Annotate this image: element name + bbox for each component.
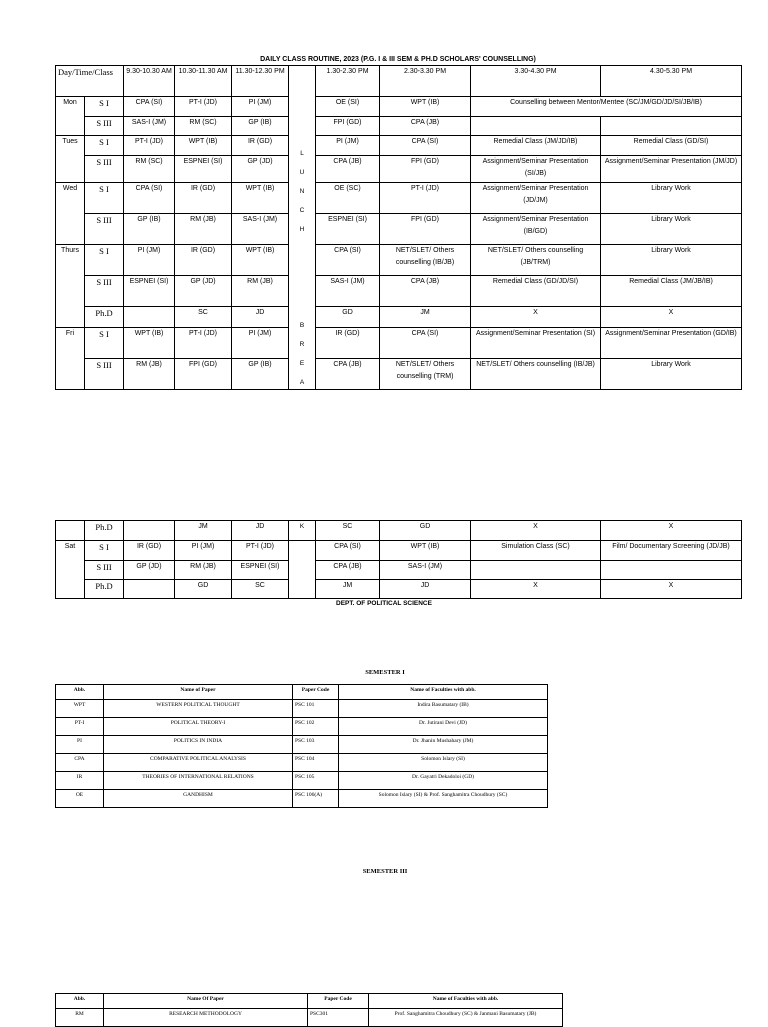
day-cell: Sat [56,541,85,599]
routine-cell: RM (JB) [175,561,232,580]
class-cell: S I [85,97,124,117]
routine-cell: PT-I (JD) [175,328,232,359]
routine-cell [471,561,601,580]
faculty-table-header: Name of Faculties with abb. [369,994,563,1009]
break-letter: N [299,188,305,195]
routine-cell: Library Work [601,214,742,245]
day-cell: Mon [56,97,85,136]
routine-cell: SC [175,307,232,328]
routine-cell: Remedial Class (JM/JD/IB) [471,136,601,156]
routine-cell: OE (SI) [316,97,380,117]
faculty-table-cell: CPA [56,754,104,772]
routine-cell: Library Work [601,359,742,390]
routine-cell: CPA (SI) [316,541,380,561]
routine-cell: JM [175,521,232,541]
day-cell: Thurs [56,245,85,328]
routine-cell: X [601,580,742,599]
faculty-table-cell: Solomon Islary (SI) [339,754,548,772]
routine-cell: SAS-I (JM) [124,117,175,136]
faculty-table-cell: RM [56,1009,104,1027]
routine-cell: GP (JD) [175,276,232,307]
day-cell: Tues [56,136,85,183]
routine-cell: ESPNEI (SI) [232,561,289,580]
routine-cell: WPT (IB) [380,97,471,117]
routine-cell: X [471,521,601,541]
routine-cell: CPA (SI) [380,136,471,156]
faculty-table-cell: Indira Basumatary (IB) [339,700,548,718]
routine-cell: PI (JM) [175,541,232,561]
faculty-table-cell: IR [56,772,104,790]
class-cell: S III [85,156,124,183]
routine-cell: FPI (GD) [316,117,380,136]
break-column [289,66,316,390]
routine-cell: FPI (GD) [380,214,471,245]
routine-table-continued [55,520,742,599]
header-time-slot: 9.30-10.30 AM [124,66,175,97]
routine-cell: CPA (SI) [316,245,380,276]
routine-cell: Assignment/Seminar Presentation (IB/GD) [471,214,601,245]
routine-cell: OE (SC) [316,183,380,214]
header-time-slot: 4.30-5.30 PM [601,66,742,97]
class-cell: S III [85,561,124,580]
routine-cell: Assignment/Seminar Presentation (JD/JM) [471,183,601,214]
routine-cell: GP (JD) [232,156,289,183]
routine-cell: CPA (JB) [380,276,471,307]
routine-cell: SC [316,521,380,541]
faculty-table-cell: Dr. Jutirani Devi (JD) [339,718,548,736]
routine-cell: IR (GD) [316,328,380,359]
faculty-table-header: Paper Code [293,685,339,700]
faculty-table-cell: PSC 105 [293,772,339,790]
routine-cell: Remedial Class (JM/JB/IB) [601,276,742,307]
faculty-table-cell: PSC301 [308,1009,369,1027]
routine-cell: ESPNEI (SI) [124,276,175,307]
routine-cell: Remedial Class (GD/JD/SI) [471,276,601,307]
faculty-table-cell: Prof. Sanghamitra Choudhury (SC) & Janmani Basumatary (JB) [369,1009,563,1027]
routine-cell: CPA (JB) [380,117,471,136]
faculty-table-cell: WPT [56,700,104,718]
routine-cell: GP (JD) [124,561,175,580]
routine-cell: PI (JM) [124,245,175,276]
routine-cell-merged: Counselling between Mentor/Mentee (SC/JM/GD/JD/SI/JB/IB) [471,97,742,117]
routine-cell [471,117,601,136]
routine-cell: JM [380,307,471,328]
routine-cell: GP (IB) [124,214,175,245]
break-letter: B [299,322,305,329]
class-cell: Ph.D [85,521,124,541]
routine-cell: X [471,580,601,599]
routine-cell: PT-I (JD) [380,183,471,214]
routine-cell: X [601,521,742,541]
routine-cell: JD [232,307,289,328]
routine-cell: RM (SC) [175,117,232,136]
faculty-table-cell: Solomon Islary (SI) & Prof. Sanghamitra Choudhury (SC) [339,790,548,808]
routine-cell: Library Work [601,245,742,276]
routine-cell: ESPNEI (SI) [316,214,380,245]
faculty-table-cell: PSC 101 [293,700,339,718]
class-cell: S I [85,328,124,359]
routine-cell: CPA (JB) [316,359,380,390]
break-letter: E [299,360,305,367]
faculty-table-cell: WESTERN POLITICAL THOUGHT [104,700,293,718]
routine-cell: IR (GD) [124,541,175,561]
routine-cell: Assignment/Seminar Presentation (SI/JB) [471,156,601,183]
routine-cell: PT-I (JD) [175,97,232,117]
class-cell: S I [85,183,124,214]
faculty-table-cell: Dr. Gayatri Dekadoloi (GD) [339,772,548,790]
faculty-table-header: Abb. [56,685,104,700]
routine-cell: NET/SLET/ Others counselling (TRM) [380,359,471,390]
routine-cell: SAS-I (JM) [380,561,471,580]
routine-cell: Assignment/Seminar Presentation (JM/JD) [601,156,742,183]
faculty-table-header: Name of Paper [104,685,293,700]
routine-title: DAILY CLASS ROUTINE, 2023 (P.G. I & III SEM & PH.D SCHOLARS' COUNSELLING) [260,56,536,63]
routine-table [55,65,742,390]
routine-cell: PI (JM) [232,97,289,117]
routine-cell: Remedial Class (GD/SI) [601,136,742,156]
semester-3-table [55,993,563,1027]
header-time-slot: 1.30-2.30 PM [316,66,380,97]
routine-cell [124,521,175,541]
routine-cell: JD [232,521,289,541]
routine-cell: SC [232,580,289,599]
routine-cell: Simulation Class (SC) [471,541,601,561]
routine-cell: GP (IB) [232,359,289,390]
semester-3-title: SEMESTER III [362,868,408,875]
routine-cell: RM (JB) [175,214,232,245]
routine-cell: RM (JB) [124,359,175,390]
day-cell: Fri [56,328,85,390]
routine-cell [601,117,742,136]
routine-cell: JM [316,580,380,599]
faculty-table-cell: PSC 104 [293,754,339,772]
routine-cell: X [601,307,742,328]
routine-cell: WPT (IB) [124,328,175,359]
routine-cell: CPA (SI) [124,97,175,117]
routine-cell: RM (JB) [232,276,289,307]
routine-cell [124,307,175,328]
routine-cell [601,561,742,580]
faculty-table-cell: POLITICAL THEORY-I [104,718,293,736]
faculty-table-cell: Dr. Jhanin Mushahary (JM) [339,736,548,754]
routine-cell: Film/ Documentary Screening (JD/JB) [601,541,742,561]
routine-cell: PI (JM) [316,136,380,156]
faculty-table-header: Abb. [56,994,104,1009]
faculty-table-header: Name of Faculties with abb. [339,685,548,700]
faculty-table-header: Name Of Paper [104,994,308,1009]
routine-cell: ESPNEI (SI) [175,156,232,183]
class-cell: S III [85,359,124,390]
routine-cell: NET/SLET/ Others counselling (IB/JB) [471,359,601,390]
break-letter: A [299,379,305,386]
routine-cell: CPA (SI) [380,328,471,359]
routine-cell: WPT (IB) [232,245,289,276]
break-letter: H [299,226,305,233]
class-cell: S III [85,214,124,245]
faculty-table-cell: POLITICS IN INDIA [104,736,293,754]
routine-cell: GP (IB) [232,117,289,136]
header-time-slot: 11.30-12.30 PM [232,66,289,97]
routine-cell: IR (GD) [175,245,232,276]
routine-cell: GD [380,521,471,541]
routine-cell: WPT (IB) [175,136,232,156]
day-cell [56,521,85,541]
routine-cell: FPI (GD) [175,359,232,390]
routine-cell: PT-I (JD) [124,136,175,156]
header-time-slot: 2.30-3.30 PM [380,66,471,97]
routine-cell: IR (GD) [232,136,289,156]
class-cell: S III [85,276,124,307]
break-letter-cell: K [289,521,316,541]
routine-cell: X [471,307,601,328]
routine-cell: GD [175,580,232,599]
faculty-table-cell: PI [56,736,104,754]
faculty-table-cell: PSC 103 [293,736,339,754]
header-day-time-class: Day/Time/Class [56,66,124,97]
break-letter: R [299,341,305,348]
routine-cell: Library Work [601,183,742,214]
routine-cell: CPA (JB) [316,561,380,580]
routine-cell: WPT (IB) [380,541,471,561]
class-cell: Ph.D [85,307,124,328]
semester-1-title: SEMESTER I [365,669,405,676]
routine-cell: PI (JM) [232,328,289,359]
class-cell: Ph.D [85,580,124,599]
routine-cell: Assignment/Seminar Presentation (GD/IB) [601,328,742,359]
routine-cell: JD [380,580,471,599]
faculty-table-cell: PT-I [56,718,104,736]
routine-cell: RM (SC) [124,156,175,183]
routine-cell [124,580,175,599]
break-letter: U [299,169,305,176]
routine-cell: CPA (JB) [316,156,380,183]
day-cell: Wed [56,183,85,245]
routine-cell: IR (GD) [175,183,232,214]
faculty-table-cell: PSC 106(A) [293,790,339,808]
class-cell: S I [85,541,124,561]
faculty-table-header: Paper Code [308,994,369,1009]
routine-cell: PT-I (JD) [232,541,289,561]
break-letter: L [300,150,304,157]
routine-cell: WPT (IB) [232,183,289,214]
faculty-table-cell: OE [56,790,104,808]
faculty-table-cell: GANDHISM [104,790,293,808]
routine-cell: CPA (SI) [124,183,175,214]
class-cell: S III [85,117,124,136]
faculty-table-cell: COMPARATIVE POLITICAL ANALYSIS [104,754,293,772]
faculty-table-cell: THEORIES OF INTERNATIONAL RELATIONS [104,772,293,790]
routine-cell: FPI (GD) [380,156,471,183]
routine-cell: NET/SLET/ Others counselling (JB/TRM) [471,245,601,276]
break-column [289,541,316,599]
routine-cell: Assignment/Seminar Presentation (SI) [471,328,601,359]
faculty-table-cell: PSC 102 [293,718,339,736]
dept-title: DEPT. OF POLITICAL SCIENCE [336,600,432,607]
routine-cell: NET/SLET/ Others counselling (IB/JB) [380,245,471,276]
header-time-slot: 10.30-11.30 AM [175,66,232,97]
routine-cell: SAS-I (JM) [316,276,380,307]
routine-cell: SAS-I (JM) [232,214,289,245]
semester-1-table [55,684,548,808]
class-cell: S I [85,136,124,156]
header-time-slot: 3.30-4.30 PM [471,66,601,97]
faculty-table-cell: RESEARCH METHODOLOGY [104,1009,308,1027]
routine-cell: GD [316,307,380,328]
class-cell: S I [85,245,124,276]
break-letter: C [299,207,305,214]
